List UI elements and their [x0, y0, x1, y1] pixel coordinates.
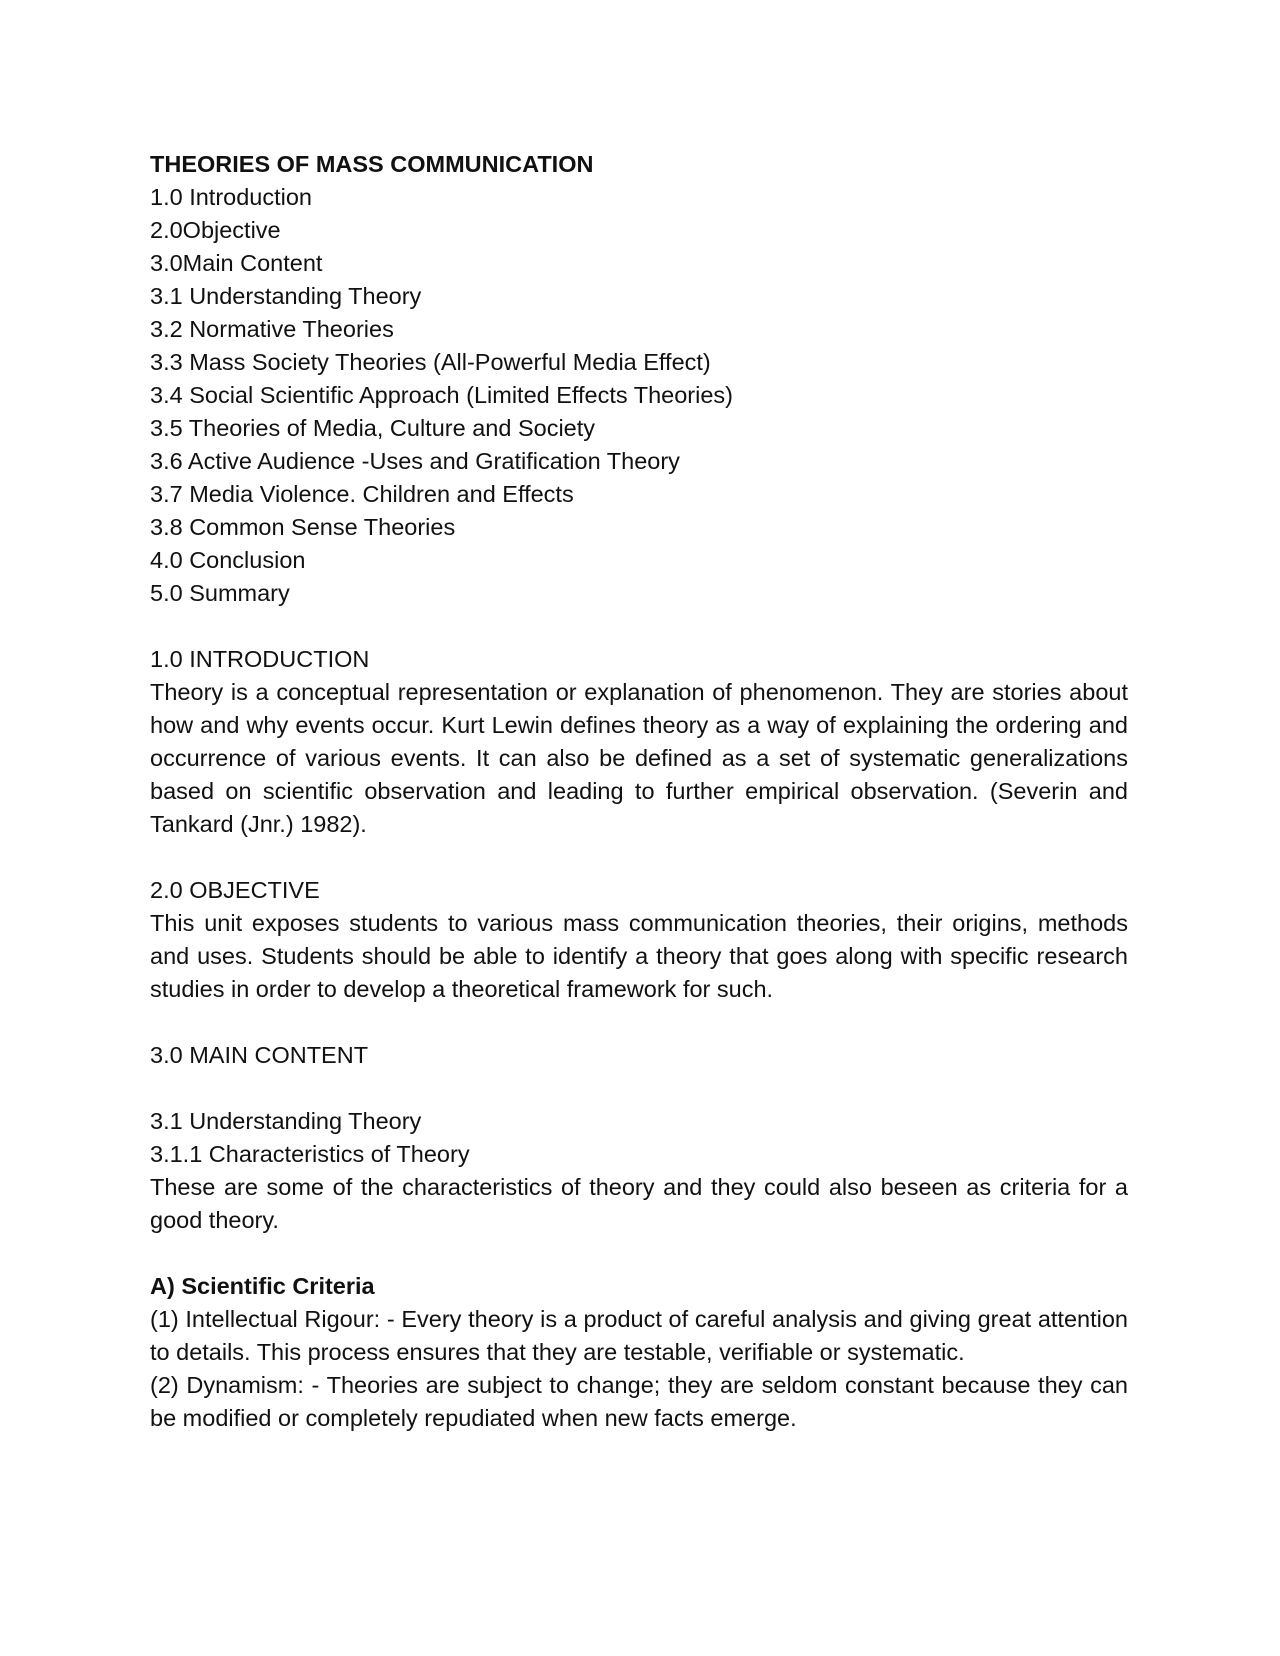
criteria-item-intellectual-rigour: (1) Intellectual Rigour: - Every theory is a product of careful analysis and giving great attention to details. This process ensures that they are testable, verifiable or systematic. [150, 1306, 1128, 1365]
document-title: THEORIES OF MASS COMMUNICATION [150, 151, 594, 177]
criteria-item-dynamism: (2) Dynamism: - Theories are subject to change; they are seldom constant because they can be modified or completely repudiated when new facts emerge. [150, 1372, 1128, 1431]
scientific-criteria-heading: A) Scientific Criteria [150, 1273, 375, 1299]
toc-item: 3.0Main Content [150, 250, 323, 276]
toc-item: 3.7 Media Violence. Children and Effects [150, 481, 574, 507]
spacer [150, 841, 1128, 874]
table-of-contents [150, 181, 1128, 610]
spacer [150, 1072, 1128, 1105]
understanding-theory-heading: 3.1 Understanding Theory [150, 1108, 422, 1134]
toc-item: 4.0 Conclusion [150, 547, 306, 573]
characteristics-heading: 3.1.1 Characteristics of Theory [150, 1141, 470, 1167]
toc-item: 3.1 Understanding Theory [150, 283, 422, 309]
toc-item: 3.3 Mass Society Theories (All-Powerful Media Effect) [150, 349, 711, 375]
toc-item: 3.4 Social Scientific Approach (Limited Effects Theories) [150, 382, 734, 408]
characteristics-paragraph: These are some of the characteristics of theory and they could also beseen as criteria for a good theory. [150, 1174, 1128, 1233]
introduction-heading: 1.0 INTRODUCTION [150, 646, 370, 672]
objective-paragraph: This unit exposes students to various mass communication theories, their origins, methods and uses. Students should be able to identify a theory that goes along with specific research studies in order to develop a theoretical framework for such. [150, 910, 1128, 1002]
toc-item: 1.0 Introduction [150, 184, 312, 210]
objective-heading: 2.0 OBJECTIVE [150, 877, 320, 903]
toc-item: 3.8 Common Sense Theories [150, 514, 456, 540]
main-content-heading: 3.0 MAIN CONTENT [150, 1042, 369, 1068]
spacer [150, 1006, 1128, 1039]
spacer [150, 610, 1128, 643]
document-body [150, 148, 1128, 1435]
spacer [150, 1237, 1128, 1270]
toc-item: 2.0Objective [150, 217, 281, 243]
introduction-paragraph: Theory is a conceptual representation or explanation of phenomenon. They are stories about how and why events occur. Kurt Lewin defines theory as a way of explaining the ordering and occurrence of various events. It can also be defined as a set of systematic generalizations based on scientific observation and leading to further empirical observation. (Severin and Tankard (Jnr.) 1982). [150, 679, 1128, 837]
toc-item: 3.6 Active Audience -Uses and Gratification Theory [150, 448, 680, 474]
toc-item: 3.2 Normative Theories [150, 316, 394, 342]
toc-item: 5.0 Summary [150, 580, 290, 606]
toc-item: 3.5 Theories of Media, Culture and Society [150, 415, 596, 441]
